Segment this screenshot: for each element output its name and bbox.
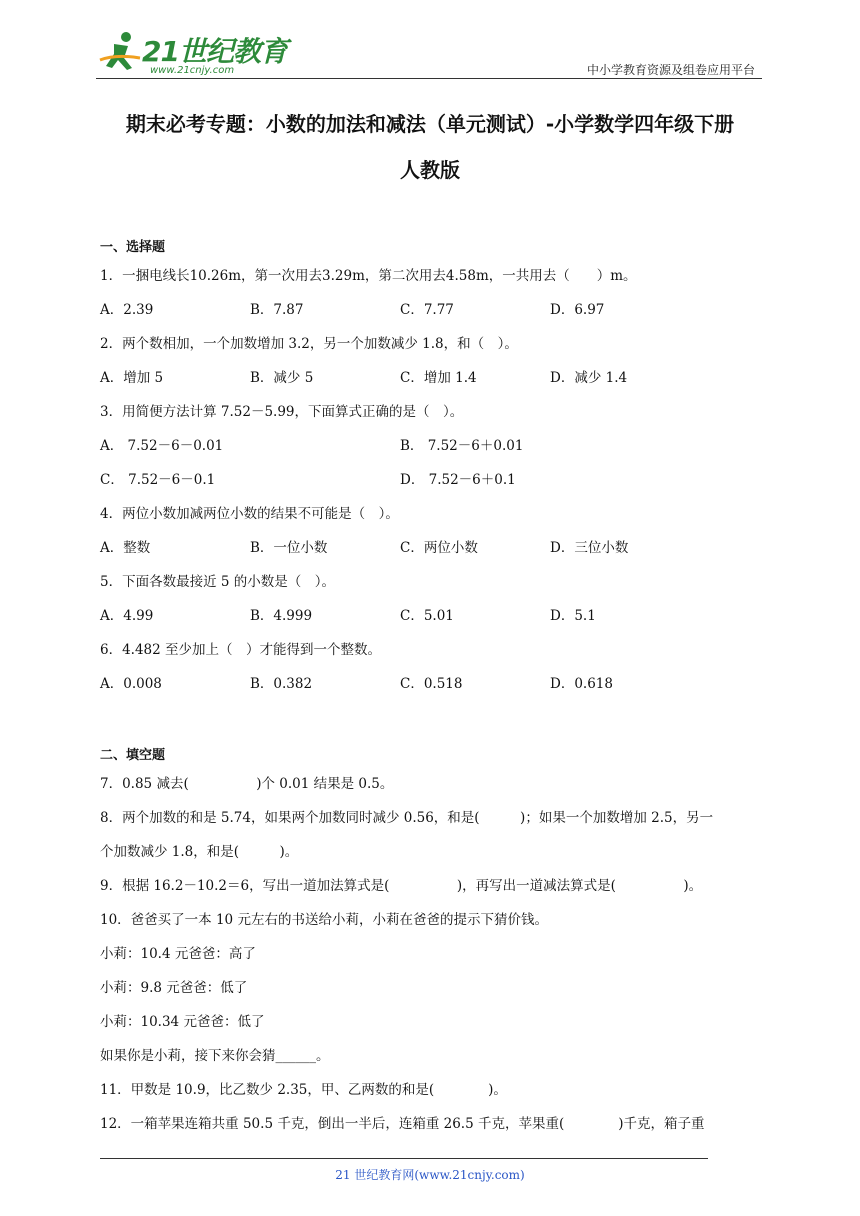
q4-option-a: A．整数 (100, 540, 151, 556)
q2-option-c: C．增加 1.4 (400, 370, 477, 386)
question-10-guess-3: 小莉：10.34 元爸爸：低了 (100, 1014, 265, 1030)
section-heading-choice: 一、选择题 (100, 240, 166, 255)
q5-option-b: B．4.999 (250, 608, 313, 624)
question-8-line1: 8．两个加数的和是 5.74，如果两个加数同时减少 0.56，和是( )；如果一个加数增加 2.5，另一 (100, 810, 714, 826)
question-10-guess-1: 小莉：10.4 元爸爸：高了 (100, 946, 256, 962)
q5-option-d: D．5.1 (550, 608, 596, 624)
question-10-prompt: 如果你是小莉，接下来你会猜______。 (100, 1048, 330, 1064)
header-divider (96, 78, 762, 79)
question-3: 3．用简便方法计算 7.52－5.99，下面算式正确的是（ ）。 (100, 404, 464, 420)
site-logo (96, 28, 287, 80)
logo-text: 21世纪教育 (142, 35, 287, 68)
question-5: 5．下面各数最接近 5 的小数是（ ）。 (100, 574, 336, 590)
q6-option-d: D．0.618 (550, 676, 613, 692)
question-10-guess-2: 小莉：9.8 元爸爸：低了 (100, 980, 248, 996)
question-1: 1．一捆电线长10.26m，第一次用去3.29m，第二次用去4.58m，一共用去（ ）m。 (100, 268, 637, 284)
q1-option-b: B．7.87 (250, 302, 304, 318)
footer-divider (100, 1158, 708, 1159)
q2-option-b: B．减少 5 (250, 370, 314, 386)
q3-option-d: D． 7.52－6＋0.1 (400, 472, 516, 488)
q3-option-c: C． 7.52－6－0.1 (100, 472, 216, 488)
q6-option-a: A．0.008 (100, 676, 162, 692)
page-title-line1: 期末必考专题：小数的加法和减法（单元测试）-小学数学四年级下册 (125, 112, 735, 136)
q6-option-b: B．0.382 (250, 676, 313, 692)
q4-option-b: B．一位小数 (250, 540, 328, 556)
q2-option-a: A．增加 5 (100, 370, 164, 386)
question-11: 11．甲数是 10.9，比乙数少 2.35，甲、乙两数的和是( )。 (100, 1082, 507, 1098)
q3-option-b: B． 7.52－6＋0.01 (400, 438, 524, 454)
question-8-line2: 个加数减少 1.8，和是( )。 (100, 844, 299, 860)
question-10: 10．爸爸买了一本 10 元左右的书送给小莉，小莉在爸爸的提示下猜价钱。 (100, 912, 548, 928)
q4-option-c: C．两位小数 (400, 540, 478, 556)
q2-option-d: D．减少 1.4 (550, 370, 628, 386)
logo-url: www.21cnjy.com (150, 65, 235, 76)
q1-option-d: D．6.97 (550, 302, 605, 318)
q3-option-a: A． 7.52－6－0.01 (100, 438, 224, 454)
question-7: 7．0.85 减去( )个 0.01 结果是 0.5。 (100, 776, 394, 792)
q1-option-a: A．2.39 (100, 302, 154, 318)
q6-option-c: C．0.518 (400, 676, 463, 692)
question-6: 6．4.482 至少加上（ ）才能得到一个整数。 (100, 642, 382, 658)
q1-option-c: C．7.77 (400, 302, 454, 318)
question-2: 2．两个数相加，一个加数增加 3.2，另一个加数减少 1.8，和（ ）。 (100, 336, 518, 352)
section-heading-fill: 二、填空题 (100, 748, 166, 763)
question-12: 12．一箱苹果连箱共重 50.5 千克，倒出一半后，连箱重 26.5 千克，苹果重( )千克，箱子重 (100, 1116, 705, 1132)
page-title-line2: 人教版 (400, 158, 460, 182)
q4-option-d: D．三位小数 (550, 540, 629, 556)
running-man-icon (96, 30, 144, 74)
footer-link[interactable]: 21 世纪教育网(www.21cnjy.com) (335, 1168, 525, 1182)
question-9: 9．根据 16.2－10.2＝6，写出一道加法算式是( )，再写出一道减法算式是( )。 (100, 878, 703, 894)
q5-option-c: C．5.01 (400, 608, 454, 624)
question-4: 4．两位小数加减两位小数的结果不可能是（ ）。 (100, 506, 399, 522)
q5-option-a: A．4.99 (100, 608, 154, 624)
header-tagline: 中小学教育资源及组卷应用平台 (586, 63, 755, 77)
